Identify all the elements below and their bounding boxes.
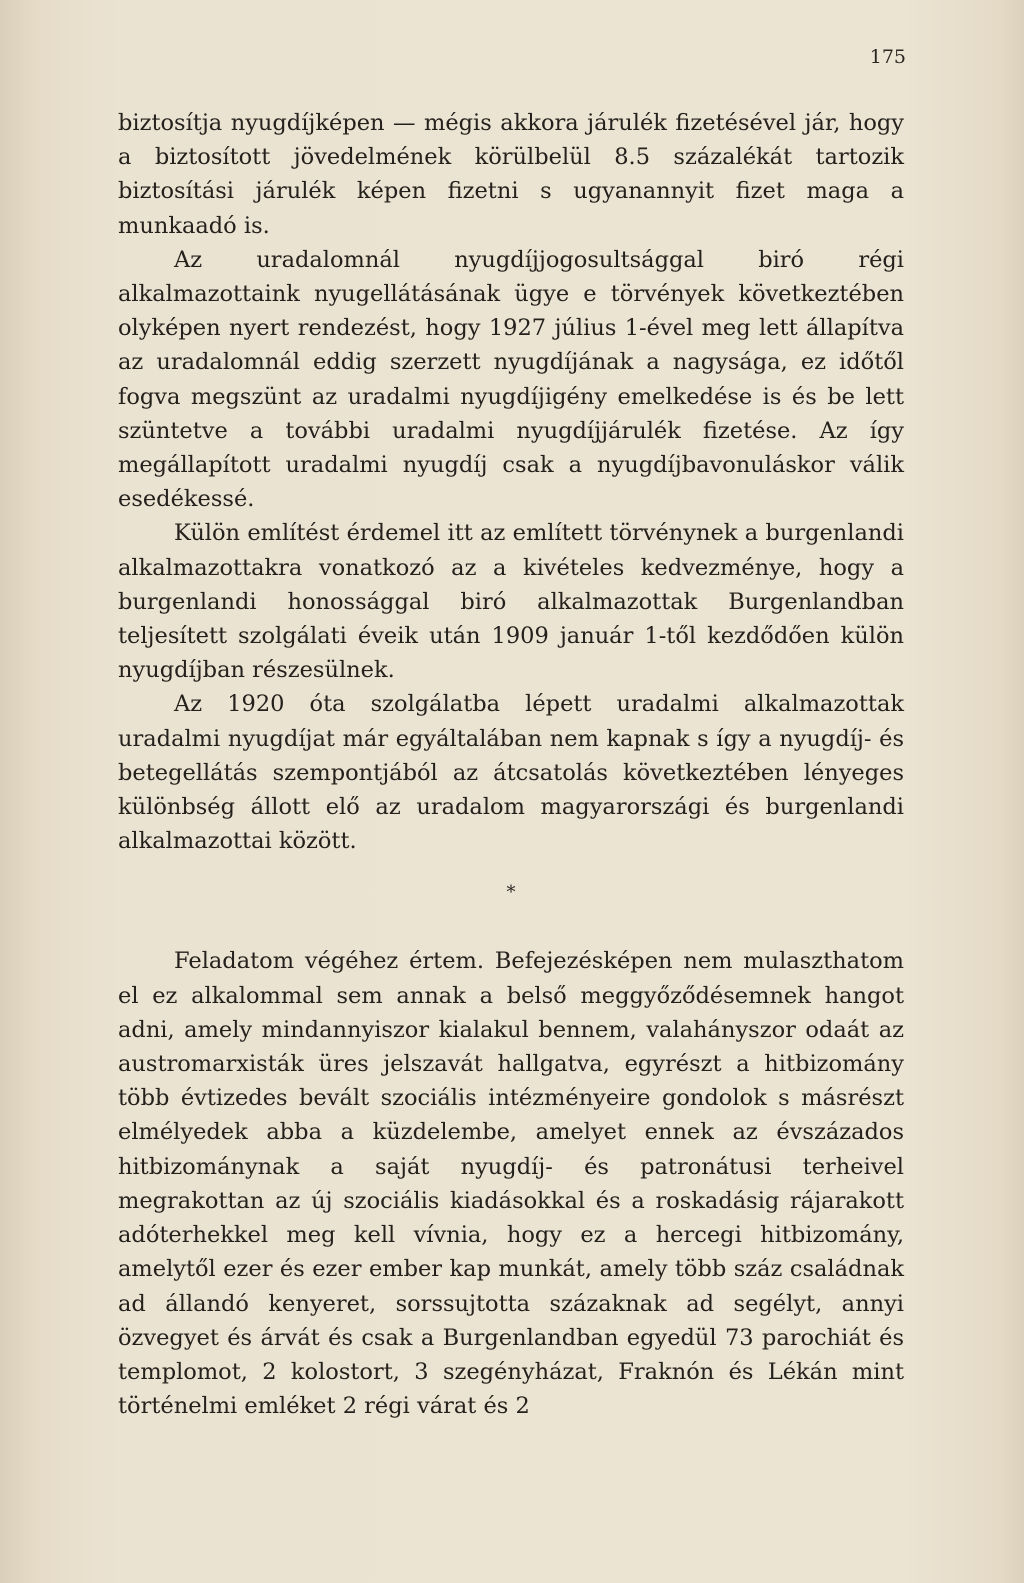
body-section-top bbox=[118, 106, 904, 858]
body-section-bottom bbox=[118, 944, 904, 1423]
page-body bbox=[118, 106, 904, 1423]
body-paragraph: Feladatom végéhez értem. Befejezésképen nem mulaszthatom el ez alkalommal sem annak a belső meggyőződésemnek hangot adni, amely mindannyiszor kialakul bennem, valahányszor odaát az austromarxisták üres jelszavát hallgatva, egyrészt a hitbizomány több évtizedes bevált szociális intézményeire gondolok s másrészt elmélyedek abba a küzdelembe, amelyet ennek az évszázados hitbizománynak a saját nyugdíj- és patronátusi terheivel megrakottan az új szociális kiadásokkal és a roskadásig rájarakott adóterhekkel meg kell vívnia, hogy ez a hercegi hitbizomány, amelytől ezer és ezer ember kap munkát, amely több száz családnak ad állandó kenyeret, sorssujtotta százaknak ad segélyt, annyi özvegyet és árvát és csak a Burgenlandban egyedül 73 parochiát és templomot, 2 kolostort, 3 szegényházat, Fraknón és Lékán mint történelmi emléket 2 régi várat és 2 bbox=[118, 948, 904, 1420]
section-separator: * bbox=[506, 882, 516, 904]
page-number: 175 bbox=[869, 46, 906, 68]
body-paragraph: Az 1920 óta szolgálatba lépett uradalmi alkalmazottak uradalmi nyugdíjat már egyáltalában nem kapnak s így a nyugdíj- és betegellátás szempontjából az átcsatolás következtében lényeges különbség állott elő az uradalom magyarországi és burgenlandi alkalmazottai között. bbox=[118, 691, 904, 855]
body-paragraph: Külön említést érdemel itt az említett törvénynek a burgenlandi alkalmazottakra vonatkozó az a kivételes kedvezménye, hogy a burgenlandi honossággal biró alkalmazottak Burgenlandban teljesített szolgálati éveik után 1909 január 1-től kezdődően külön nyugdíjban részesülnek. bbox=[118, 520, 904, 684]
body-paragraph: biztosítja nyugdíjképen — mégis akkora járulék fizetésével jár, hogy a biztosított jövedelmének körülbelül 8.5 százalékát tartozik biztosítási járulék képen fizetni s ugyanannyit fizet maga a munkaadó is. bbox=[118, 110, 904, 239]
body-paragraph: Az uradalomnál nyugdíjjogosultsággal biró régi alkalmazottaink nyugellátásának ügye e törvények következtében olyképen nyert rendezést, hogy 1927 július 1-ével meg lett állapítva az uradalomnál eddig szerzett nyugdíjának a nagysága, ez időtől fogva megszünt az uradalmi nyugdíjigény emelkedése is és be lett szüntetve a további uradalmi nyugdíjjárulék fizetése. Az így megállapított uradalmi nyugdíj csak a nyugdíjbavonuláskor válik esedékessé. bbox=[118, 246, 904, 513]
